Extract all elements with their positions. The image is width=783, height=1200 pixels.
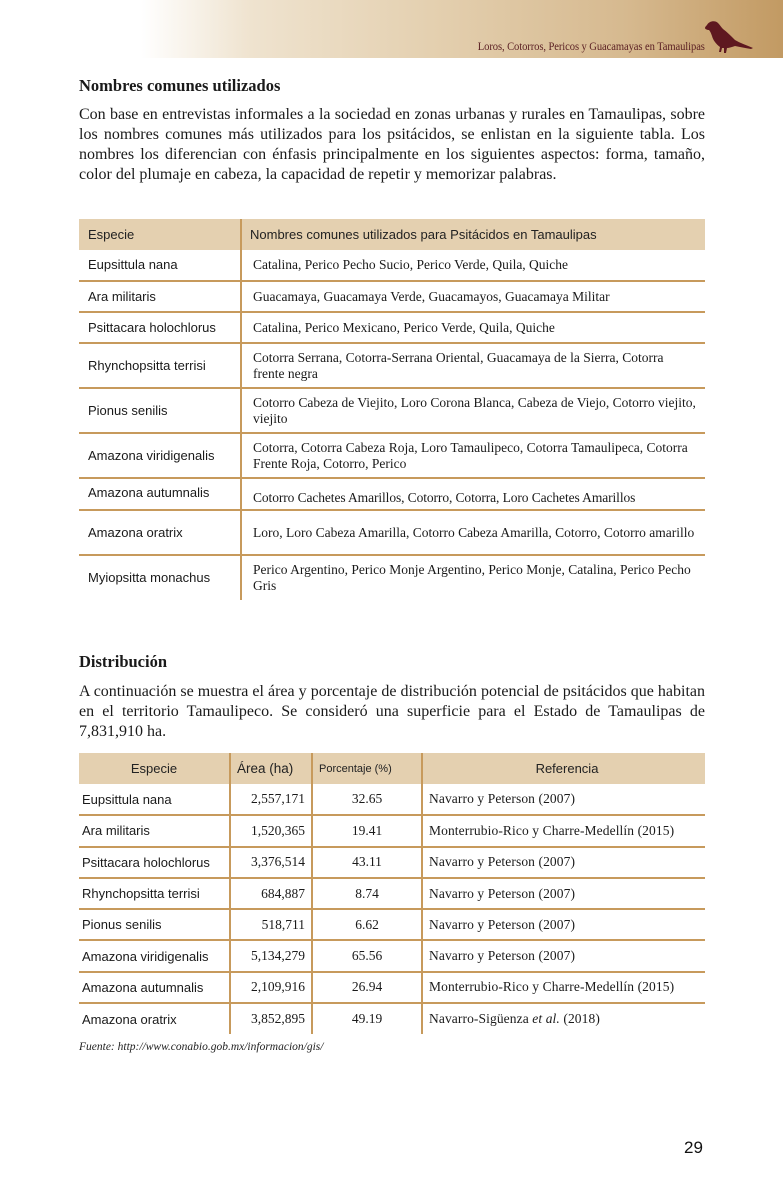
area-cell: 3,376,514	[230, 847, 312, 878]
area-cell: 684,887	[230, 878, 312, 909]
common-names-cell: Perico Argentino, Perico Monje Argentino, Perico Monje, Catalina, Perico Pecho Gris	[241, 555, 705, 600]
column-header-especie: Especie	[130, 761, 178, 776]
species-cell: Ara militaris	[88, 288, 156, 304]
source-note: Fuente: http://www.conabio.gob.mx/informacion/gis/	[79, 1041, 324, 1053]
section-heading-distribucion: Distribución	[79, 652, 168, 671]
reference-cell: Monterrubio-Rico y Charre-Medellín (2015)	[422, 972, 705, 1003]
reference-cell: Navarro y Peterson (2007)	[422, 784, 705, 815]
table-row	[79, 478, 705, 510]
percentage-cell: 8.74	[312, 878, 422, 909]
area-cell: 1,520,365	[230, 815, 312, 846]
area-cell: 518,711	[230, 909, 312, 940]
table-row	[79, 1003, 705, 1034]
species-cell: Amazona oratrix	[82, 1011, 177, 1027]
table-row	[79, 555, 705, 600]
percentage-cell: 6.62	[312, 909, 422, 940]
percentage-cell: 49.19	[312, 1003, 422, 1034]
percentage-cell: 26.94	[312, 972, 422, 1003]
table-header-row	[79, 753, 705, 784]
column-header-nombres: Nombres comunes utilizados para Psitácidos en Tamaulipas	[241, 219, 705, 250]
species-cell: Amazona viridigenalis	[88, 447, 215, 463]
percentage-cell: 19.41	[312, 815, 422, 846]
running-header-title: Loros, Cotorros, Pericos y Guacamayas en Tamaulipas	[477, 41, 705, 53]
area-cell: 3,852,895	[230, 1003, 312, 1034]
table-row	[79, 815, 705, 846]
species-cell: Psittacara holochlorus	[88, 319, 216, 335]
species-cell: Ara militaris	[82, 823, 150, 839]
table-row	[79, 510, 705, 555]
common-names-cell: Cotorra, Cotorra Cabeza Roja, Loro Tamaulipeco, Cotorra Tamaulipeca, Cotorra Frente Roja, Cotorro, Perico	[241, 433, 705, 478]
species-cell: Amazona oratrix	[88, 524, 183, 540]
species-cell: Eupsittula nana	[82, 791, 172, 807]
reference-cell: Navarro y Peterson (2007)	[422, 847, 705, 878]
species-cell: Rhynchopsitta terrisi	[88, 357, 206, 373]
common-names-cell: Cotorro Cachetes Amarillos, Cotorro, Cotorra, Loro Cachetes Amarillos	[241, 478, 705, 510]
species-cell: Pionus senilis	[82, 917, 162, 933]
area-cell: 2,557,171	[230, 784, 312, 815]
page-number: 29	[684, 1138, 703, 1157]
reference-authors: Navarro-Sigüenza	[429, 1011, 533, 1027]
species-cell: Myiopsitta monachus	[88, 570, 211, 585]
common-names-cell: Loro, Loro Cabeza Amarilla, Cotorro Cabeza Amarilla, Cotorro, Cotorro amarillo	[241, 510, 705, 555]
table-row	[79, 940, 705, 971]
species-cell: Rhynchopsitta terrisi	[82, 886, 200, 902]
table-row	[79, 312, 705, 343]
reference-cell: Navarro y Peterson (2007)	[422, 940, 705, 971]
table-row	[79, 433, 705, 478]
table-row	[79, 343, 705, 388]
area-cell: 2,109,916	[230, 972, 312, 1003]
common-names-cell: Cotorro Cabeza de Viejito, Loro Corona Blanca, Cabeza de Viejo, Cotorro viejito, viejito	[241, 388, 705, 433]
area-cell: 5,134,279	[230, 940, 312, 971]
common-names-table	[79, 219, 705, 600]
table-row	[79, 388, 705, 433]
common-names-cell: Cotorra Serrana, Cotorra-Serrana Oriental, Guacamaya de la Sierra, Cotorra frente negra	[241, 343, 705, 388]
table-row	[79, 784, 705, 815]
column-header-area: Área (ha)	[230, 753, 312, 784]
reference-cell: Navarro y Peterson (2007)	[422, 909, 705, 940]
table-row	[79, 909, 705, 940]
table-row	[79, 847, 705, 878]
common-names-cell: Catalina, Perico Pecho Sucio, Perico Verde, Quila, Quiche	[241, 250, 705, 281]
column-header-referencia: Referencia	[422, 753, 705, 784]
common-names-cell: Guacamaya, Guacamaya Verde, Guacamayos, Guacamaya Militar	[241, 281, 705, 312]
reference-cell: Navarro y Peterson (2007)	[422, 878, 705, 909]
percentage-cell: 65.56	[312, 940, 422, 971]
reference-cell	[422, 1003, 705, 1034]
species-cell: Amazona autumnalis	[88, 485, 210, 500]
reference-cell: Monterrubio-Rico y Charre-Medellín (2015)	[422, 815, 705, 846]
table-row	[79, 281, 705, 312]
percentage-cell: 32.65	[312, 784, 422, 815]
reference-et-al: et al.	[532, 1011, 560, 1027]
table-row	[79, 972, 705, 1003]
column-header-porcentaje: Porcentaje (%)	[312, 753, 422, 784]
distribution-table	[79, 753, 705, 1034]
table-row	[79, 878, 705, 909]
reference-year: (2018)	[559, 1011, 600, 1027]
percentage-cell: 43.11	[312, 847, 422, 878]
table-header-row	[79, 219, 705, 250]
species-cell: Psittacara holochlorus	[82, 854, 210, 870]
column-header-especie: Especie	[88, 227, 135, 242]
section-intro-nombres: Con base en entrevistas informales a la sociedad en zonas urbanas y rurales en Tamaulipas, sobre los nombres comunes más utilizados para los psitácidos, se enlistan en la siguiente tabla. Los nombres los diferencian con énfasis principalmente en los siguientes aspectos: forma, tamaño, color del plumaje en cabeza, la capacidad de repetir y memorizar palabras.	[79, 106, 705, 183]
species-cell: Eupsittula nana	[88, 257, 178, 272]
section-heading-nombres: Nombres comunes utilizados	[79, 76, 281, 95]
species-cell: Amazona viridigenalis	[82, 948, 209, 964]
table-row	[79, 250, 705, 281]
parrot-silhouette-icon	[702, 20, 754, 54]
species-cell: Amazona autumnalis	[82, 979, 204, 995]
common-names-cell: Catalina, Perico Mexicano, Perico Verde, Quila, Quiche	[241, 312, 705, 343]
species-cell: Pionus senilis	[88, 402, 168, 418]
section-intro-distribucion: A continuación se muestra el área y porcentaje de distribución potencial de psitácidos que habitan en el territorio Tamaulipeco. Se consideró una superficie para el Estado de Tamaulipas de 7,831,910 ha.	[79, 683, 705, 740]
